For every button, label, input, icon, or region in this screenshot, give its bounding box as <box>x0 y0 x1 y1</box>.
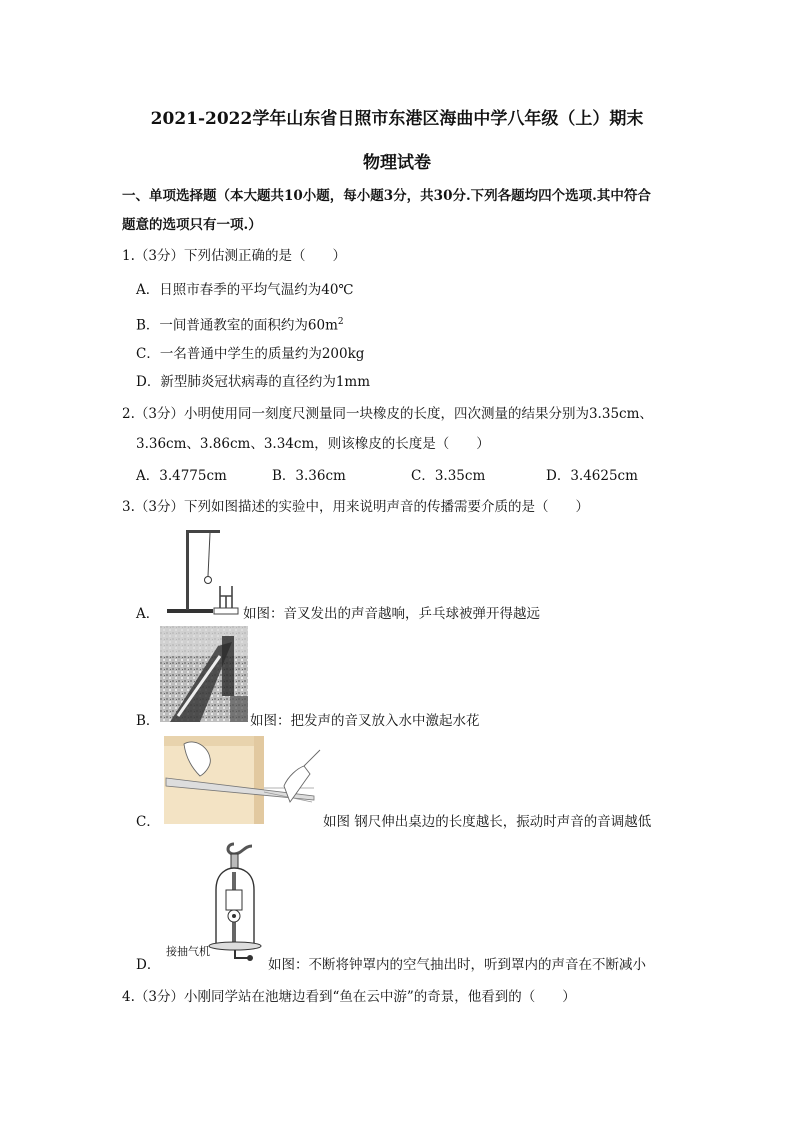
tuning-fork-water-photo <box>160 626 248 722</box>
vacuum-pump-label: 接抽气机 <box>166 945 210 958</box>
bell-jar-figure <box>204 842 266 966</box>
q1-option-c: C．一名普通中学生的质量约为200kg <box>136 346 365 362</box>
q1-stem: 1.（3分）下列估测正确的是（ ） <box>122 248 346 264</box>
exam-title-line2: 物理试卷 <box>363 153 431 173</box>
q2-stem-line2: 3.36cm、3.86cm、3.34cm，则该橡皮的长度是（ ） <box>136 436 490 452</box>
q3-option-b-text: 如图：把发声的音叉放入水中激起水花 <box>250 713 480 729</box>
q4-stem: 4.（3分）小刚同学站在池塘边看到“鱼在云中游”的奇景，他看到的（ ） <box>122 989 576 1005</box>
q3-option-c-text: 如图 钢尺伸出桌边的长度越长，振动时声音的音调越低 <box>323 814 652 830</box>
q2-option-c: C．3.35cm <box>411 468 486 484</box>
section-heading-line2: 题意的选项只有一项.） <box>122 217 262 233</box>
q2-stem-line1: 2.（3分）小明使用同一刻度尺测量同一块橡皮的长度，四次测量的结果分别为3.35cm、 <box>122 406 653 422</box>
q3-option-a-label: A． <box>136 606 160 622</box>
exam-title-line1: 2021-2022学年山东省日照市东港区海曲中学八年级（上）期末 <box>150 109 644 129</box>
q2-option-b: B．3.36cm <box>272 468 346 484</box>
q1-option-d: D．新型肺炎冠状病毒的直径约为1mm <box>136 374 371 390</box>
q1-option-b: B．一间普通教室的面积约为$60m^2$ <box>136 317 344 334</box>
q3-option-b-label: B． <box>136 713 160 729</box>
q3-option-d-text: 如图：不断将钟罩内的空气抽出时，听到罩内的声音在不断减小 <box>268 957 646 973</box>
q2-option-d: D．3.4625cm <box>546 468 638 484</box>
q3-option-c-label: C． <box>136 814 160 830</box>
section-heading-line1: 一、单项选择题（本大题共10小题，每小题3分，共30分.下列各题均四个选项.其中符合 <box>122 188 651 204</box>
q3-option-a-text: 如图：音叉发出的声音越响，乒乓球被弹开得越远 <box>243 606 540 622</box>
q3-option-d-label: D． <box>136 957 161 973</box>
q2-option-a: A．3.4775cm <box>136 468 227 484</box>
steel-ruler-table-figure <box>164 736 324 828</box>
q1-option-a: A．日照市春季的平均气温约为40℃ <box>136 282 354 298</box>
tuning-fork-ball-figure <box>162 526 242 618</box>
q3-stem: 3.（3分）下列如图描述的实验中，用来说明声音的传播需要介质的是（ ） <box>122 499 589 515</box>
